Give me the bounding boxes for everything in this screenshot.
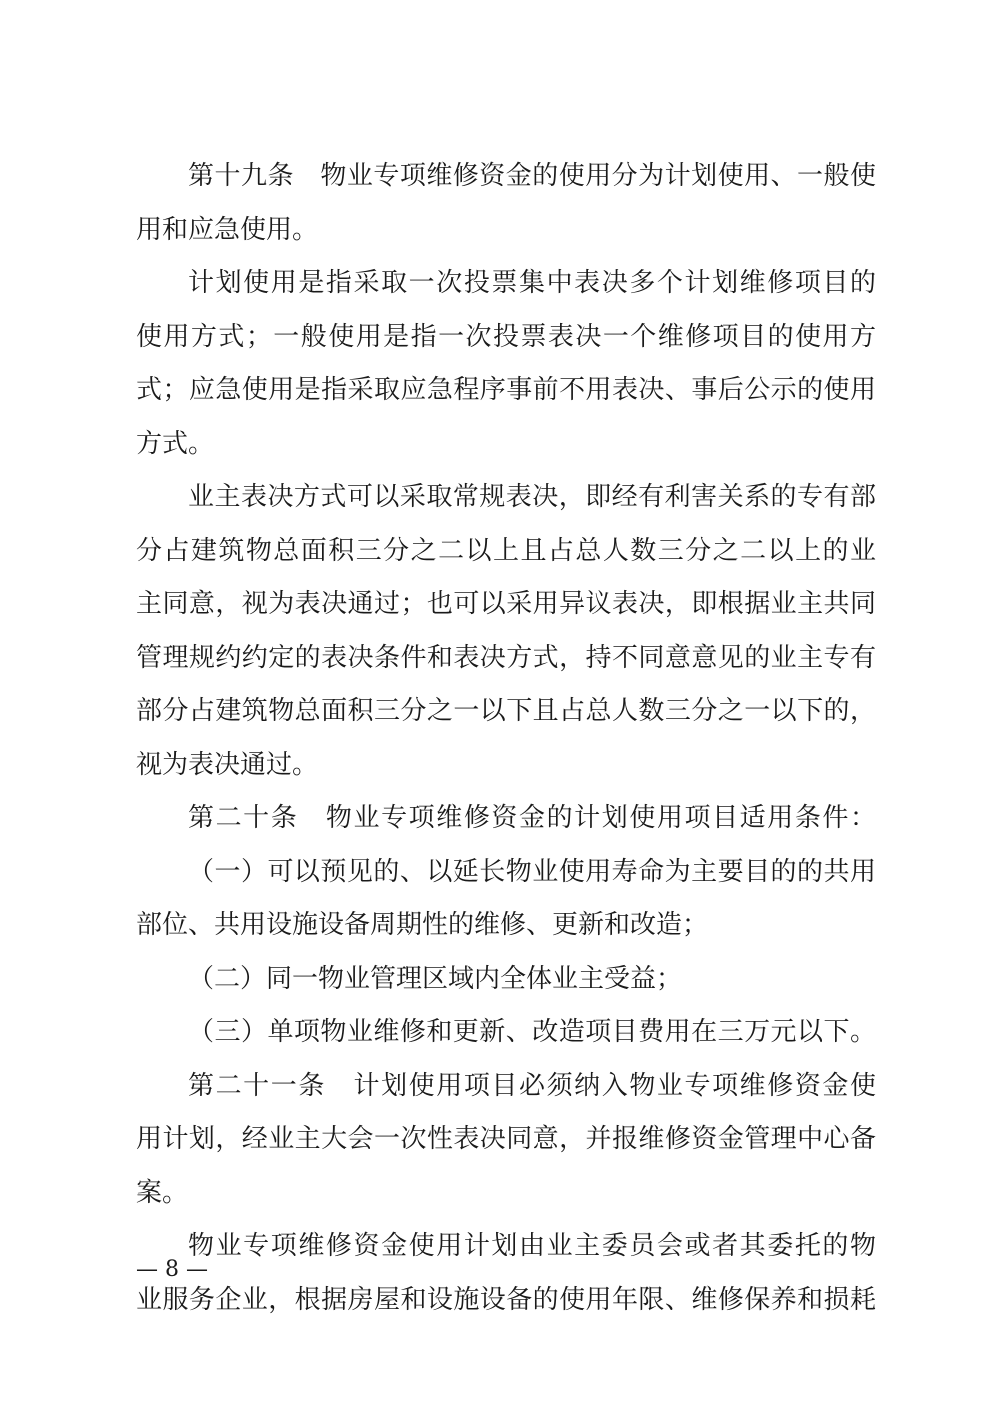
text-line-13: 第二十条 物业专项维修资金的计划使用项目适用条件： [188, 803, 876, 833]
text-line-8: 分占建筑物总面积三分之二以上且占总人数三分之二以上的业 [136, 535, 876, 566]
text-line-4: 使用方式；一般使用是指一次投票表决一个维修项目的使用方 [136, 321, 876, 352]
text-line-7: 业主表决方式可以采取常规表决，即经有利害关系的专有部 [188, 482, 876, 512]
text-line-22: 业服务企业，根据房屋和设施设备的使用年限、维修保养和损耗 [136, 1284, 876, 1315]
text-line-9: 主同意，视为表决通过；也可以采用异议表决，即根据业主共同 [136, 589, 876, 619]
text-line-12: 视为表决通过。 [136, 749, 319, 780]
text-line-2: 用和应急使用。 [136, 214, 319, 245]
text-line-16: （二）同一物业管理区域内全体业主受益； [188, 963, 683, 994]
text-line-20: 案。 [136, 1177, 189, 1208]
text-line-21: 物业专项维修资金使用计划由业主委员会或者其委托的物 [188, 1231, 876, 1261]
text-line-10: 管理规约约定的表决条件和表决方式，持不同意意见的业主专有 [136, 642, 876, 673]
text-line-15: 部位、共用设施设备周期性的维修、更新和改造； [136, 910, 709, 940]
text-line-17: （三）单项物业维修和更新、改造项目费用在三万元以下。 [188, 1017, 876, 1047]
text-line-3: 计划使用是指采取一次投票集中表决多个计划维修项目的 [188, 268, 876, 298]
text-line-14: （一）可以预见的、以延长物业使用寿命为主要目的的共用 [188, 856, 876, 887]
text-line-11: 部分占建筑物总面积三分之一以下且占总人数三分之一以下的， [136, 696, 876, 726]
text-line-1: 第十九条 物业专项维修资金的使用分为计划使用、一般使 [188, 161, 876, 191]
text-line-19: 用计划，经业主大会一次性表决同意，并报维修资金管理中心备 [136, 1124, 876, 1154]
text-line-6: 方式。 [136, 428, 215, 459]
page-number: — 8 — [136, 1257, 208, 1282]
text-line-5: 式；应急使用是指采取应急程序事前不用表决、事后公示的使用 [136, 375, 876, 405]
body-text [136, 150, 876, 1327]
text-line-18: 第二十一条 计划使用项目必须纳入物业专项维修资金使 [188, 1070, 876, 1101]
